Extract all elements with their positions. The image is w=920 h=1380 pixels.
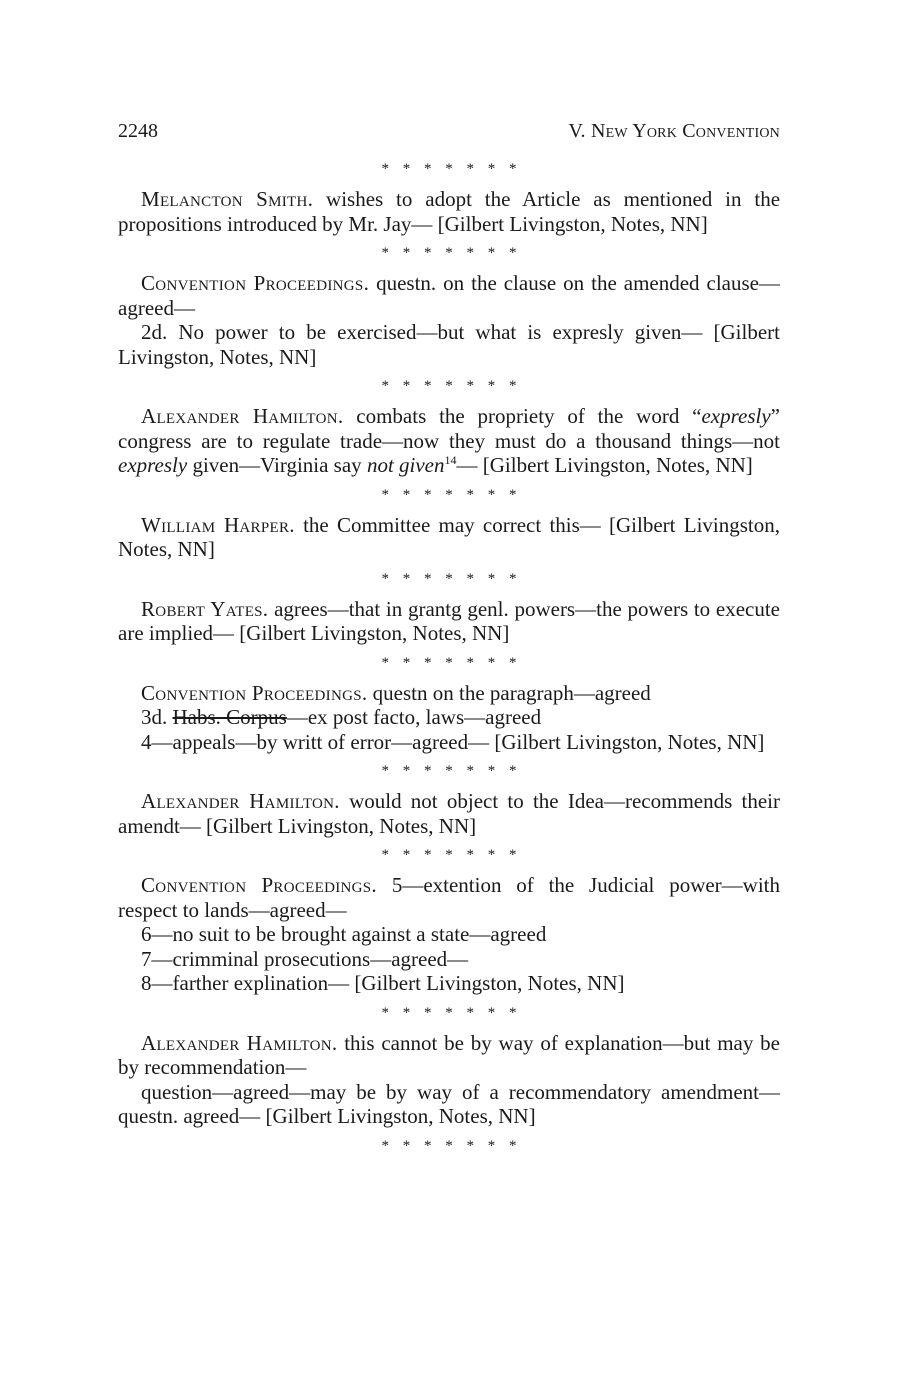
paragraph-text: given—Virginia say — [187, 453, 367, 477]
paragraph — [118, 513, 780, 562]
entry-melancton-smith — [118, 187, 780, 236]
paragraph — [118, 271, 780, 320]
paragraph-text: question—agreed—may be by way of a recommendatory amendment—questn. agreed— [Gilbert Livingston, Notes, NN] — [118, 1079, 780, 1128]
running-title: V. New York Convention — [568, 120, 780, 142]
paragraph — [118, 705, 780, 730]
entry-convention-proceedings — [118, 681, 780, 755]
section-separator: * * * * * * * — [381, 378, 522, 394]
paragraph — [118, 730, 780, 755]
paragraph — [118, 971, 780, 996]
paragraph-text: 3d. — [141, 705, 173, 729]
paragraph — [118, 873, 780, 922]
paragraph — [118, 187, 780, 236]
paragraph — [118, 1031, 780, 1080]
paragraph-text: questn on the paragraph—agreed — [372, 680, 651, 705]
paragraph-text: 5—extention of the Judicial power—with respect to lands—agreed— — [118, 873, 781, 922]
section-separator: * * * * * * * — [381, 486, 522, 503]
italic-text: expresly — [118, 453, 188, 477]
paragraph-text: the Committee may correct this— [Gilbert Livingston, Notes, NN] — [118, 512, 780, 561]
section-separator: * * * * * * * — [381, 1137, 522, 1154]
section-separator: * * * * * * * — [381, 245, 522, 261]
section-separator: * * * * * * * — [381, 1004, 522, 1021]
speaker-name: Alexander Hamilton. — [141, 789, 340, 813]
page-number: 2248 — [118, 120, 158, 142]
paragraph-text: — [Gilbert Livingston, Notes, NN] — [456, 453, 753, 477]
entry-william-harper — [118, 513, 780, 562]
paragraph — [118, 947, 780, 972]
paragraph — [118, 789, 780, 838]
section-separator: * * * * * * * — [381, 654, 522, 671]
entry-convention-proceedings — [118, 271, 780, 369]
paragraph-text: agrees—that in grantg genl. powers—the powers to execute are implied— [Gilbert Livingston, Notes, NN] — [118, 596, 781, 645]
paragraph-text: 2d. No power to be exercised—but what is expresly given— [Gilbert Livingston, Notes, NN] — [118, 320, 780, 369]
paragraph-text: 6—no suit to be brought against a state—agreed — [141, 922, 547, 946]
running-head — [118, 120, 780, 154]
paragraph-text: —ex post facto, laws—agreed — [286, 705, 542, 729]
paragraph-text: would not object to the Idea—recommends their amendt— [Gilbert Livingston, Notes, NN] — [118, 789, 780, 838]
speaker-name: Convention Proceedings. — [141, 680, 368, 705]
speaker-name: Convention Proceedings. — [141, 271, 370, 295]
paragraph-text: 4—appeals—by writt of error—agreed— [Gilbert Livingston, Notes, NN] — [141, 729, 765, 754]
entry-alexander-hamilton — [118, 404, 780, 478]
struck-text: Habs. Corpus — [172, 705, 287, 729]
paragraph — [118, 320, 780, 369]
speaker-name: Melancton Smith. — [141, 187, 314, 211]
entry-alexander-hamilton — [118, 1031, 780, 1129]
paragraph-text: 7—crimminal prosecutions—agreed— — [141, 946, 469, 971]
document-page — [118, 120, 780, 1164]
footnote-marker[interactable]: 14 — [444, 453, 457, 467]
speaker-name: Robert Yates. — [141, 596, 269, 621]
speaker-name: Alexander Hamilton. — [141, 1030, 338, 1055]
document-body — [118, 154, 780, 1164]
section-separator: * * * * * * * — [381, 847, 522, 863]
paragraph-text: combats the propriety of the word “ — [356, 404, 702, 428]
paragraph-text: this cannot be by way of explanation—but may be by recommendation— — [118, 1030, 780, 1079]
italic-text: not given — [366, 453, 445, 477]
section-separator: * * * * * * * — [381, 570, 522, 587]
paragraph-text: ” congress are to regulate trade—now they must do a thousand things—not — [118, 404, 780, 453]
speaker-name: Convention Proceedings. — [141, 873, 377, 897]
speaker-name: William Harper. — [141, 512, 295, 537]
paragraph — [118, 922, 780, 947]
entry-convention-proceedings — [118, 873, 780, 996]
entry-robert-yates — [118, 597, 780, 646]
paragraph — [118, 1080, 780, 1129]
paragraph — [118, 597, 780, 646]
entry-alexander-hamilton — [118, 789, 780, 838]
paragraph-text: questn. on the clause on the amended clause—agreed— — [118, 271, 780, 320]
paragraph — [118, 404, 780, 478]
paragraph — [118, 681, 780, 706]
italic-text: expresly — [701, 404, 771, 428]
section-separator: * * * * * * * — [381, 763, 522, 779]
paragraph-text: 8—farther explination— [Gilbert Livingston, Notes, NN] — [141, 971, 625, 995]
section-separator: * * * * * * * — [381, 161, 522, 177]
speaker-name: Alexander Hamilton. — [141, 404, 344, 428]
paragraph-text: wishes to adopt the Article as mentioned in the propositions introduced by Mr. Jay— [Gilbert Livingston, Notes, NN] — [118, 187, 781, 236]
